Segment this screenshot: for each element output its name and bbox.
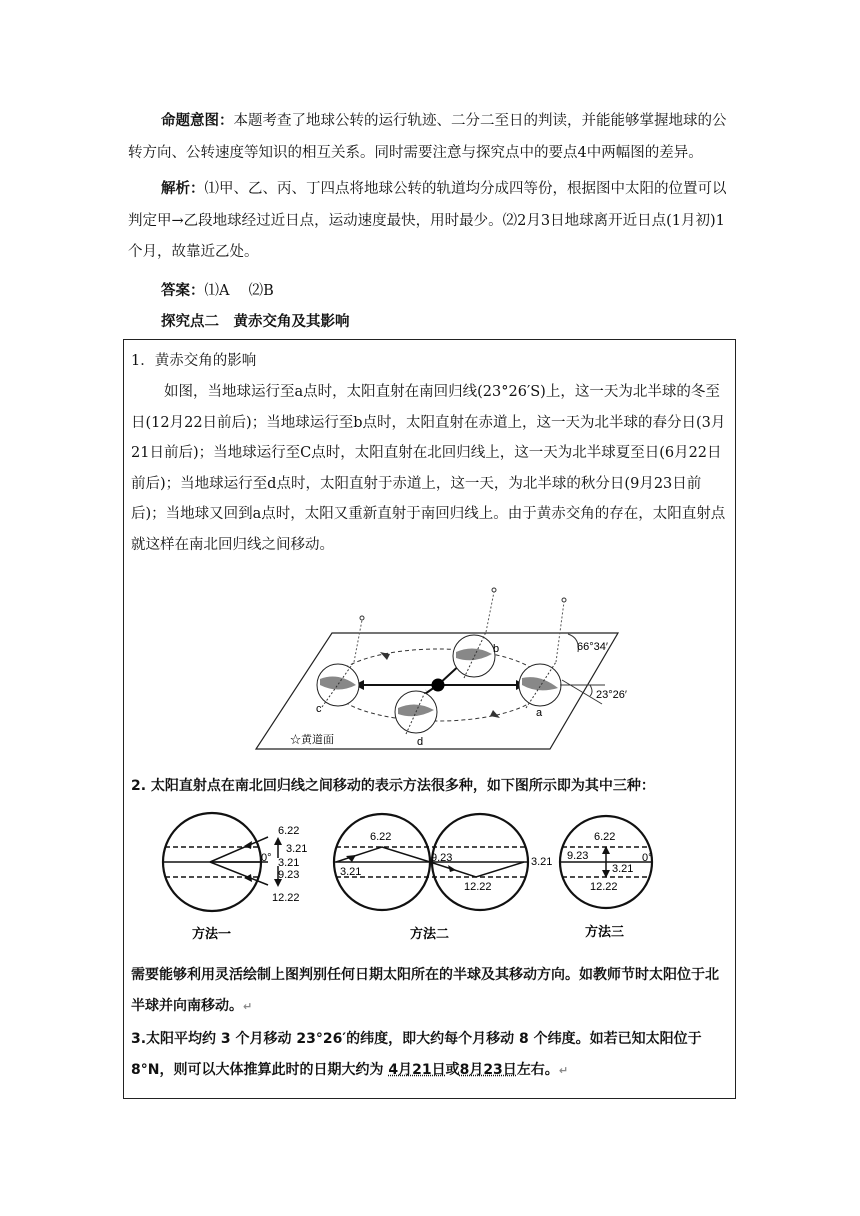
analysis-text: ⑴甲、乙、丙、丁四点将地球公转的轨道均分成四等份，根据图中太阳的位置可以判定甲→乙段地球经过近日点，运动速度最快，用时最少。⑵2月3日地球离开近日点(1月初)1个月，故靠近乙处。: [128, 181, 727, 260]
globe-a: [519, 598, 566, 708]
m3-name: 方法三: [585, 924, 625, 939]
methods-figure: [160, 810, 660, 950]
orbit-figure: [250, 582, 627, 754]
answer-text: ⑴A ⑵B: [204, 283, 274, 299]
section-heading: 探究点二 黄赤交角及其影响: [161, 314, 350, 330]
angle-label-1: 66°34′: [577, 641, 608, 653]
m2-name: 方法二: [410, 926, 450, 941]
m3-date-1222: 12.22: [590, 881, 618, 893]
m1-zero: 0°: [261, 852, 272, 864]
item3-text: 3.太阳平均约 3 个月移动 23°26′的纬度，即大约每个月移动 8 个纬度。如若已知太阳位于 8°N，则可以大体推算此时的日期大约为 4月21日或8月23日左右。↵: [131, 1031, 702, 1078]
m1-date-321b: 3.21: [278, 857, 300, 869]
m2-date-1222: 12.22: [464, 881, 492, 893]
globe-c: [317, 616, 364, 707]
m3-date-923: 9.23: [567, 850, 589, 862]
m2-date-321r: 3.21: [531, 856, 553, 868]
point-d-label: d: [417, 736, 424, 748]
intent-paragraph: [128, 106, 738, 169]
point-a-label: a: [536, 707, 543, 719]
answer-label: 答案：: [161, 283, 205, 299]
m3-date-321: 3.21: [612, 863, 634, 875]
m1-date-1222: 12.22: [272, 892, 300, 904]
m3-date-622: 6.22: [594, 831, 616, 843]
analysis-paragraph: [128, 174, 738, 269]
intent-label: 命题意图：: [161, 113, 234, 129]
date-april: 4月21日: [388, 1061, 446, 1078]
m1-date-622: 6.22: [278, 825, 300, 837]
item1-title: 1．黄赤交角的影响: [131, 353, 257, 369]
item1-text: 如图，当地球运行至a点时，太阳直射在南回归线(23°26′S)上，这一天为北半球的冬至日(12月22日前后)；当地球运行至b点时，太阳直射在赤道上，这一天为北半球的春分日(3月21日前后)；当地球运行至C点时，太阳直射在北回归线上，这一天为北半球夏至日(6月22日前后)；当地球运行至d点时，太阳直射于赤道上，这一天，为北半球的秋分日(9月23日前后)；当地球又回到a点时，太阳又重新直射于南回归线上。由于黄赤交角的存在，太阳直射点就这样在南北回归线之间移动。: [131, 384, 726, 553]
method-3-diagram: [560, 816, 653, 939]
m2-date-622: 6.22: [370, 831, 392, 843]
plane-label: ☆黄道面: [290, 734, 334, 746]
point-c-label: c: [316, 703, 322, 715]
intent-text: 本题考查了地球公转的运行轨迹、二分二至日的判读，并能能够掌握地球的公转方向、公转速度等知识的相互关系。同时需要注意与探究点中的要点4中两幅图的差异。: [128, 113, 727, 161]
m2-date-321: 3.21: [340, 866, 362, 878]
m1-name: 方法一: [192, 926, 232, 941]
date-august: 8月23日: [459, 1061, 517, 1078]
answer-paragraph: [128, 276, 738, 308]
item2-text: 2. 太阳直射点在南北回归线之间移动的表示方法很多种，如下图所示即为其中三种：: [131, 778, 655, 794]
point-b-label: b: [493, 643, 500, 655]
globe-d: [395, 690, 437, 734]
angle-label-2: 23°26′: [596, 689, 627, 701]
method-1-diagram: [163, 813, 307, 941]
item2-note: 需要能够利用灵活绘制上图判别任何日期太阳所在的半球及其移动方向。如教师节时太阳位于北半球并向南移动。↵: [131, 967, 719, 1014]
m3-zero: 0°: [642, 852, 653, 864]
m2-date-923: 9.23: [431, 852, 453, 864]
analysis-label: 解析：: [161, 181, 205, 197]
m1-date-321: 3.21: [286, 843, 308, 855]
m1-date-923: 9.23: [278, 869, 300, 881]
method-2-diagram: [334, 814, 552, 941]
sun-dot: [432, 679, 445, 692]
